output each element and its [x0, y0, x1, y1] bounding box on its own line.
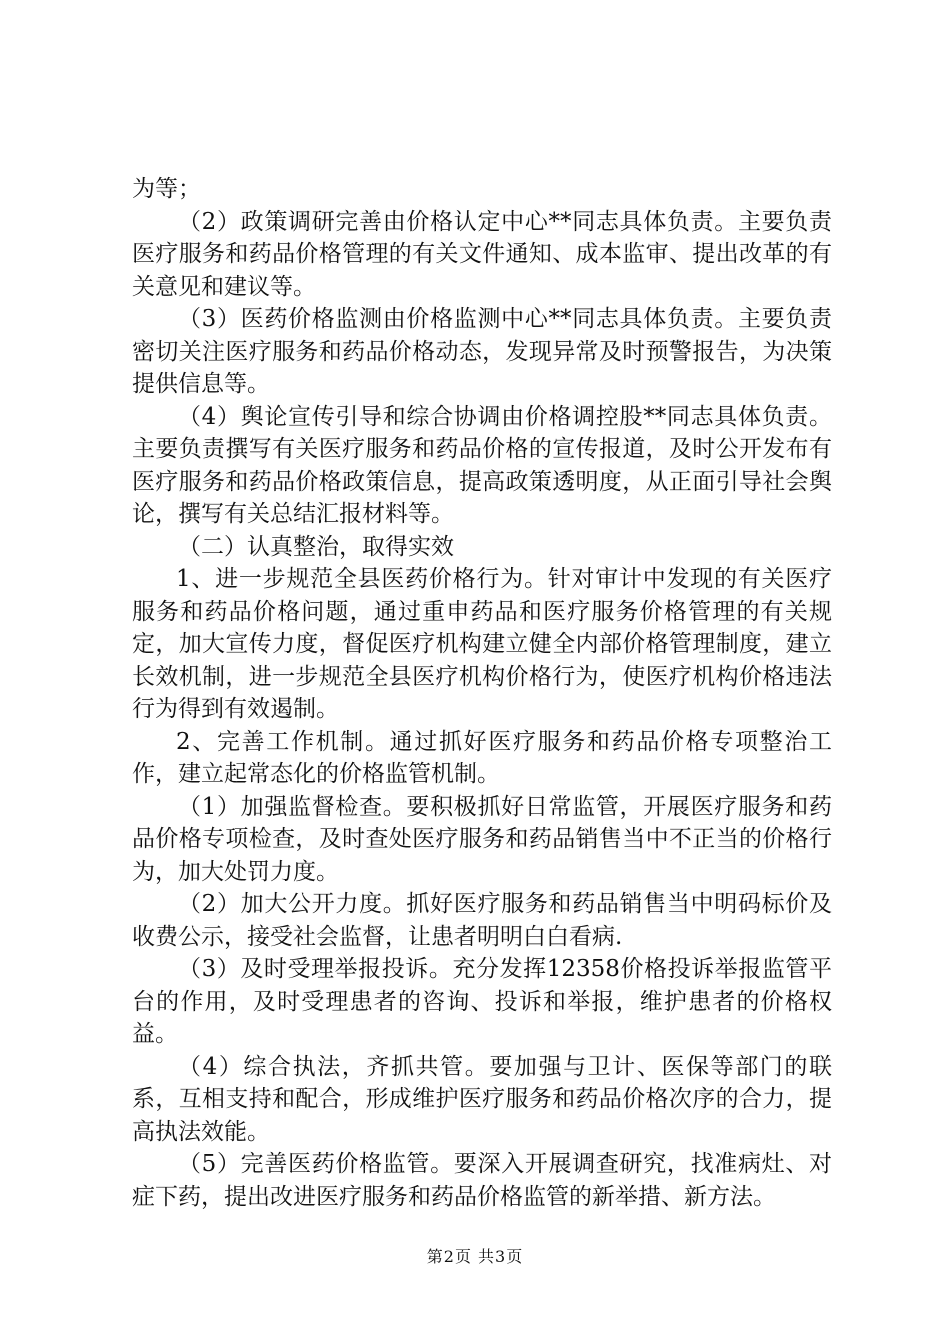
- paragraph: 2、完善工作机制。通过抓好医疗服务和药品价格专项整治工作，建立起常态化的价格监管机制。: [132, 728, 832, 787]
- paragraph: （2）加大公开力度。抓好医疗服务和药品销售当中明码标价及收费公示，接受社会监督，让患者明明白白看病.: [132, 891, 832, 950]
- paragraph: （2）政策调研完善由价格认定中心**同志具体负责。主要负责医疗服务和药品价格管理的有关文件通知、成本监审、提出改革的有关意见和建议等。: [132, 208, 832, 300]
- paragraph: （3）医药价格监测由价格监测中心**同志具体负责。主要负责密切关注医疗服务和药品价格动态，发现异常及时预警报告，为决策提供信息等。: [132, 306, 832, 397]
- paragraph: 1、进一步规范全县医药价格行为。针对审计中发现的有关医疗服务和药品价格问题，通过重申药品和医疗服务价格管理的有关规定，加大宣传力度，督促医疗机构建立健全内部价格管理制度，建立长效机制，进一步规范全县医疗机构价格行为，使医疗机构价格违法行为得到有效遏制。: [132, 566, 832, 722]
- document-body: [132, 173, 832, 1213]
- paragraph: 为等；: [132, 176, 201, 202]
- paragraph: （4）舆论宣传引导和综合协调由价格调控股**同志具体负责。主要负责撰写有关医疗服务和药品价格的宣传报道，及时公开发布有医疗服务和药品价格政策信息，提高政策透明度，从正面引导社会舆论，撰写有关总结汇报材料等。: [132, 403, 832, 527]
- page-number-footer: 第2页 共3页: [426, 1247, 524, 1266]
- paragraph: （1）加强监督检查。要积极抓好日常监管，开展医疗服务和药品价格专项检查，及时查处医疗服务和药品销售当中不正当的价格行为，加大处罚力度。: [132, 793, 832, 885]
- paragraph: （4）综合执法，齐抓共管。要加强与卫计、医保等部门的联系，互相支持和配合，形成维护医疗服务和药品价格次序的合力，提高执法效能。: [132, 1053, 832, 1145]
- paragraph: （3）及时受理举报投诉。充分发挥12358价格投诉举报监管平台的作用，及时受理患者的咨询、投诉和举报，维护患者的价格权益。: [132, 956, 832, 1047]
- section-heading: （二）认真整治，取得实效: [178, 533, 454, 560]
- paragraph: （5）完善医药价格监管。要深入开展调查研究，找准病灶、对症下药，提出改进医疗服务和药品价格监管的新举措、新方法。: [132, 1151, 832, 1210]
